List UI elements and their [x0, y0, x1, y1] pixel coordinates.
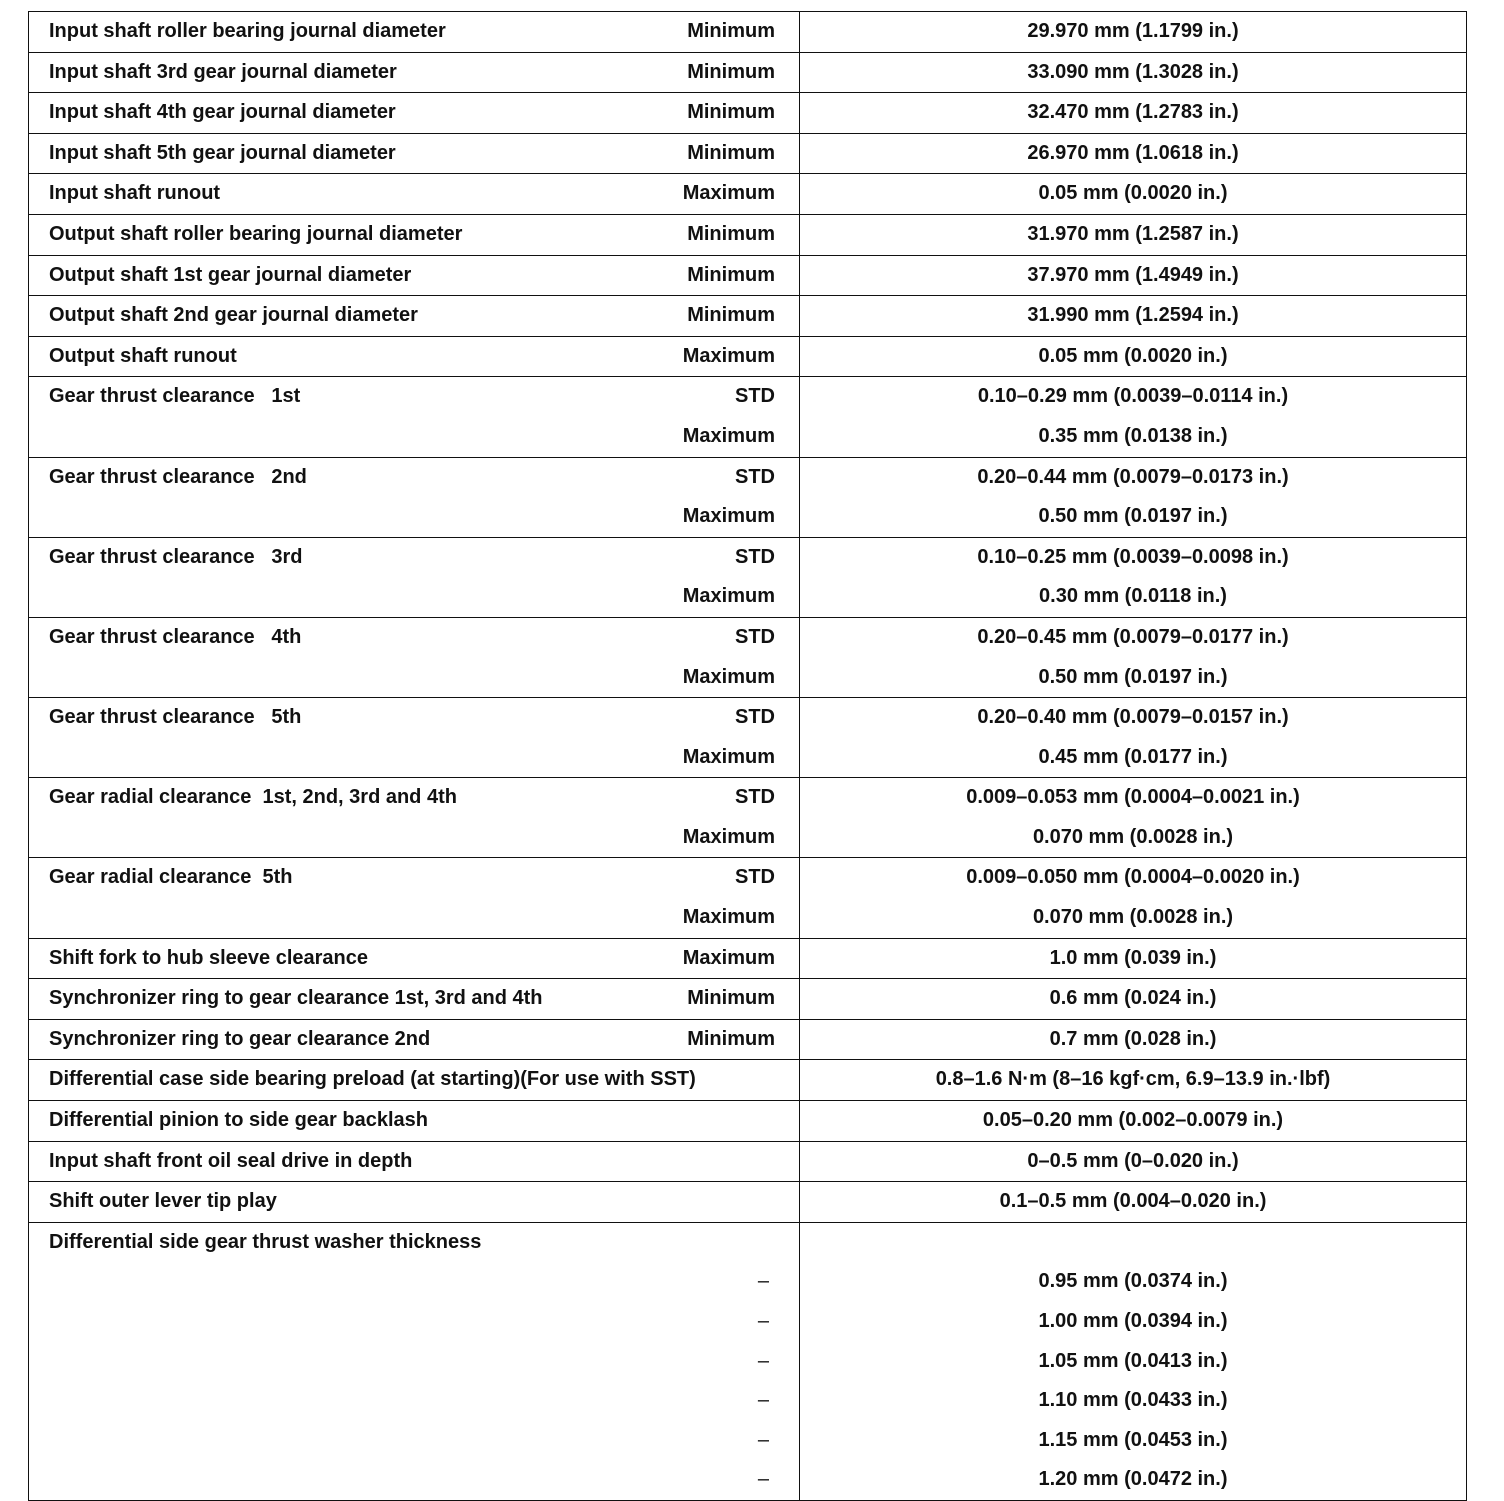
spec-qualifier: Minimum [687, 141, 775, 164]
spec-value-cell [800, 174, 1467, 215]
spec-value-cell [800, 93, 1467, 134]
spec-value: 1.20 mm (0.0472 in.) [1038, 1468, 1228, 1491]
spec-item-label: Output shaft 2nd gear journal diameter [49, 304, 418, 327]
spec-item-line [29, 738, 799, 778]
spec-value-cell [800, 12, 1467, 53]
spec-item-line [29, 337, 799, 377]
spec-item-line [29, 1182, 799, 1222]
table-row [29, 255, 1467, 296]
table-row [29, 858, 1467, 938]
spec-item-cell [29, 93, 800, 134]
spec-qualifier: Maximum [682, 585, 775, 608]
spec-value-cell [800, 858, 1467, 938]
table-row [29, 174, 1467, 215]
spec-value: 29.970 mm (1.1799 in.) [1027, 20, 1239, 42]
spec-value: 0.05 mm (0.0020 in.) [1038, 182, 1228, 205]
spec-qualifier: Minimum [687, 222, 775, 245]
spec-item-cell [29, 1019, 800, 1060]
spec-qualifier: Maximum [682, 825, 775, 848]
spec-value: 31.970 mm (1.2587 in.) [1027, 222, 1239, 245]
spec-item-cell [29, 979, 800, 1020]
table-row [29, 938, 1467, 979]
spec-value: 0.05 mm (0.0020 in.) [1038, 344, 1228, 367]
spec-qualifier: Maximum [682, 424, 775, 447]
table-row [29, 214, 1467, 255]
spec-value: 0.45 mm (0.0177 in.) [1038, 745, 1228, 768]
table-row [29, 1182, 1467, 1223]
spec-value: 0.20–0.45 mm (0.0079–0.0177 in.) [977, 625, 1289, 648]
spec-value: 0.50 mm (0.0197 in.) [1038, 505, 1228, 528]
spec-item-label: Input shaft front oil seal drive in depth [49, 1149, 413, 1172]
spec-item-cell [29, 457, 800, 537]
spec-item-line [29, 497, 799, 537]
spec-item-line [29, 1421, 799, 1461]
spec-value [800, 1223, 1466, 1263]
spec-value: 1.10 mm (0.0433 in.) [1038, 1389, 1228, 1412]
spec-value-cell [800, 537, 1467, 617]
spec-qualifier: Minimum [687, 20, 775, 42]
spec-item-cell [29, 698, 800, 778]
table-row [29, 1060, 1467, 1101]
spec-item-label: Gear thrust clearance 1st [49, 385, 301, 408]
spec-value: 0.8–1.6 N·m (8–16 kgf·cm, 6.9–13.9 in.·lbf) [935, 1068, 1331, 1091]
table-row [29, 296, 1467, 337]
spec-item-line [29, 93, 799, 133]
spec-value-cell [800, 336, 1467, 377]
table-row [29, 1019, 1467, 1060]
spec-item-line [29, 215, 799, 255]
spec-item-label: Input shaft roller bearing journal diameter [49, 20, 446, 42]
spec-item-line [29, 979, 799, 1019]
spec-item-cell [29, 255, 800, 296]
spec-item-label: Shift outer lever tip play [49, 1190, 277, 1213]
spec-qualifier: – [757, 1468, 769, 1491]
spec-item-line [29, 1142, 799, 1182]
spec-item-label: Synchronizer ring to gear clearance 1st, 3rd and 4th [49, 987, 543, 1010]
spec-item-cell [29, 133, 800, 174]
spec-value: 0.6 mm (0.024 in.) [1049, 987, 1217, 1010]
spec-item-line [29, 377, 799, 417]
spec-value: 0.7 mm (0.028 in.) [1049, 1027, 1217, 1050]
spec-qualifier: Maximum [682, 182, 775, 205]
table-row [29, 336, 1467, 377]
spec-value: 37.970 mm (1.4949 in.) [1027, 263, 1239, 286]
spec-qualifier: Minimum [687, 60, 775, 83]
spec-value: 1.05 mm (0.0413 in.) [1038, 1349, 1228, 1372]
table-row [29, 537, 1467, 617]
spec-item-label: Differential side gear thrust washer thickness [49, 1230, 482, 1253]
table-row [29, 133, 1467, 174]
spec-item-line [29, 1101, 799, 1141]
spec-item-cell [29, 1182, 800, 1223]
spec-item-cell [29, 1101, 800, 1142]
spec-qualifier: – [757, 1310, 769, 1332]
spec-item-cell [29, 1222, 800, 1500]
spec-item-line [29, 778, 799, 818]
spec-value-cell [800, 698, 1467, 778]
spec-item-label: Gear radial clearance 1st, 2nd, 3rd and 4th [49, 786, 457, 809]
spec-item-line [29, 1223, 799, 1263]
spec-item-line [29, 1342, 799, 1382]
spec-qualifier: STD [735, 706, 775, 729]
spec-item-line [29, 296, 799, 336]
table-row [29, 457, 1467, 537]
spec-item-cell [29, 1141, 800, 1182]
table-row [29, 377, 1467, 457]
spec-value-cell [800, 979, 1467, 1020]
spec-qualifier: Maximum [682, 665, 775, 688]
spec-item-line [29, 53, 799, 93]
spec-value-cell [800, 1060, 1467, 1101]
spec-item-label: Gear thrust clearance 3rd [49, 545, 303, 568]
spec-item-cell [29, 938, 800, 979]
spec-item-line [29, 858, 799, 898]
spec-qualifier: STD [735, 866, 775, 889]
spec-item-label: Input shaft runout [49, 182, 221, 205]
spec-value: 26.970 mm (1.0618 in.) [1027, 141, 1239, 164]
spec-value-cell [800, 1182, 1467, 1223]
spec-item-label: Differential case side bearing preload (at starting)(For use with SST) [49, 1068, 696, 1091]
spec-item-cell [29, 778, 800, 858]
spec-item-cell [29, 1060, 800, 1101]
spec-item-line [29, 134, 799, 174]
spec-item-line [29, 818, 799, 858]
spec-item-label: Input shaft 4th gear journal diameter [49, 101, 396, 124]
spec-value: 0.10–0.25 mm (0.0039–0.0098 in.) [977, 545, 1289, 568]
spec-qualifier: Maximum [682, 906, 775, 929]
spec-item-label: Synchronizer ring to gear clearance 2nd [49, 1027, 431, 1050]
spec-item-cell [29, 12, 800, 53]
spec-item-line [29, 1381, 799, 1421]
spec-item-line [29, 538, 799, 578]
spec-item-line [29, 174, 799, 214]
spec-item-line [29, 1060, 799, 1100]
spec-item-line [29, 618, 799, 658]
spec-value: 33.090 mm (1.3028 in.) [1027, 60, 1239, 83]
spec-item-cell [29, 296, 800, 337]
spec-value-cell [800, 214, 1467, 255]
spec-value-cell [800, 1101, 1467, 1142]
spec-item-line [29, 1460, 799, 1500]
spec-item-line [29, 1020, 799, 1060]
spec-table [28, 11, 1467, 1501]
spec-qualifier: Minimum [687, 1027, 775, 1050]
spec-value-cell [800, 1141, 1467, 1182]
spec-item-label: Input shaft 5th gear journal diameter [49, 141, 396, 164]
spec-value-cell [800, 938, 1467, 979]
spec-table-body [29, 12, 1467, 1501]
spec-value: 0.009–0.050 mm (0.0004–0.0020 in.) [966, 866, 1300, 889]
spec-qualifier: Maximum [682, 505, 775, 528]
spec-item-label: Input shaft 3rd gear journal diameter [49, 60, 397, 83]
spec-qualifier: STD [735, 385, 775, 408]
spec-item-label: Output shaft 1st gear journal diameter [49, 263, 412, 286]
table-row [29, 52, 1467, 93]
spec-item-line [29, 939, 799, 979]
spec-item-line [29, 1262, 799, 1302]
spec-value: 0.50 mm (0.0197 in.) [1038, 665, 1228, 688]
spec-qualifier: – [757, 1389, 769, 1412]
spec-value: 0.070 mm (0.0028 in.) [1032, 825, 1234, 848]
spec-value-cell [800, 255, 1467, 296]
spec-item-line [29, 458, 799, 498]
spec-item-cell [29, 214, 800, 255]
spec-qualifier: Minimum [687, 987, 775, 1010]
table-row [29, 1101, 1467, 1142]
spec-qualifier: – [757, 1349, 769, 1372]
spec-item-label: Output shaft runout [49, 344, 237, 367]
spec-value: 31.990 mm (1.2594 in.) [1027, 304, 1239, 327]
spec-value-cell [800, 377, 1467, 457]
spec-item-line [29, 1302, 799, 1342]
spec-item-label: Gear thrust clearance 2nd [49, 465, 307, 488]
table-row [29, 1141, 1467, 1182]
spec-value-cell [800, 52, 1467, 93]
spec-qualifier: STD [735, 625, 775, 648]
table-row [29, 979, 1467, 1020]
spec-item-line [29, 698, 799, 738]
spec-value: 0.05–0.20 mm (0.002–0.0079 in.) [982, 1109, 1284, 1132]
spec-item-cell [29, 52, 800, 93]
table-row [29, 12, 1467, 53]
spec-item-label: Differential pinion to side gear backlash [49, 1109, 428, 1132]
spec-item-label: Gear thrust clearance 4th [49, 625, 302, 648]
spec-item-line [29, 577, 799, 617]
spec-qualifier: Maximum [682, 745, 775, 768]
spec-value-cell [800, 457, 1467, 537]
spec-value: 0.070 mm (0.0028 in.) [1032, 906, 1234, 929]
spec-value: 32.470 mm (1.2783 in.) [1027, 101, 1239, 124]
spec-value: 0.009–0.053 mm (0.0004–0.0021 in.) [966, 786, 1300, 809]
spec-value-cell [800, 296, 1467, 337]
spec-value-cell [800, 778, 1467, 858]
spec-item-label: Gear thrust clearance 5th [49, 706, 302, 729]
spec-qualifier: Minimum [687, 263, 775, 286]
spec-value: 1.0 mm (0.039 in.) [1049, 946, 1217, 969]
spec-item-line [29, 12, 799, 52]
spec-qualifier: STD [735, 545, 775, 568]
spec-value: 0.30 mm (0.0118 in.) [1039, 585, 1227, 608]
spec-value: 0–0.5 mm (0–0.020 in.) [1027, 1149, 1239, 1172]
spec-value-cell [800, 1019, 1467, 1060]
table-row [29, 617, 1467, 697]
spec-value-cell [800, 617, 1467, 697]
spec-value: 1.15 mm (0.0453 in.) [1038, 1428, 1228, 1451]
spec-value: 0.20–0.40 mm (0.0079–0.0157 in.) [977, 706, 1289, 729]
spec-item-cell [29, 537, 800, 617]
spec-item-label: Shift fork to hub sleeve clearance [49, 946, 368, 969]
spec-value: 0.95 mm (0.0374 in.) [1038, 1270, 1228, 1293]
spec-item-cell [29, 858, 800, 938]
spec-qualifier: Maximum [682, 344, 775, 367]
spec-value: 0.35 mm (0.0138 in.) [1038, 424, 1228, 447]
spec-item-cell [29, 377, 800, 457]
spec-qualifier: – [757, 1270, 769, 1293]
table-row [29, 93, 1467, 134]
table-row [29, 778, 1467, 858]
spec-value: 0.1–0.5 mm (0.004–0.020 in.) [999, 1190, 1267, 1213]
spec-qualifier: – [757, 1428, 769, 1451]
spec-qualifier: Maximum [682, 946, 775, 969]
spec-qualifier: Minimum [687, 101, 775, 124]
spec-item-line [29, 898, 799, 938]
spec-qualifier: Minimum [687, 304, 775, 327]
spec-item-label: Gear radial clearance 5th [49, 866, 293, 889]
spec-qualifier: STD [735, 465, 775, 488]
spec-value: 1.00 mm (0.0394 in.) [1038, 1310, 1228, 1332]
spec-item-line [29, 256, 799, 296]
spec-value-cell [800, 133, 1467, 174]
spec-value-cell [800, 1222, 1467, 1500]
spec-item-line [29, 417, 799, 457]
spec-item-cell [29, 174, 800, 215]
spec-value: 0.20–0.44 mm (0.0079–0.0173 in.) [977, 465, 1289, 488]
spec-qualifier: STD [735, 786, 775, 809]
spec-item-label: Output shaft roller bearing journal diameter [49, 222, 463, 245]
spec-item-cell [29, 336, 800, 377]
spec-item-cell [29, 617, 800, 697]
spec-item-line [29, 658, 799, 698]
table-row [29, 1222, 1467, 1500]
table-row [29, 698, 1467, 778]
spec-value: 0.10–0.29 mm (0.0039–0.0114 in.) [977, 385, 1289, 408]
